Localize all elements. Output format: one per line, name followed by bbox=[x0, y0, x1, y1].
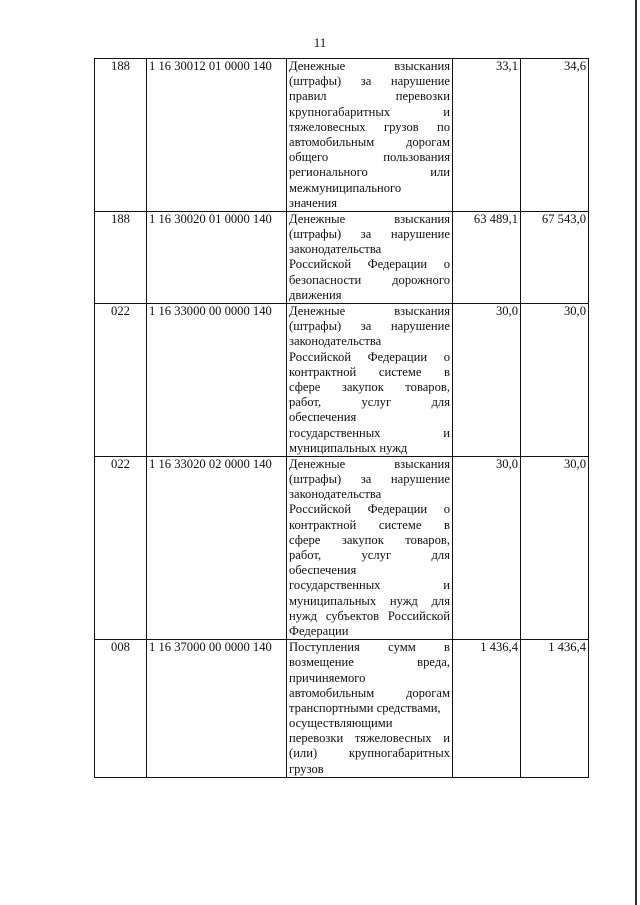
description-line: осуществляющими bbox=[289, 716, 393, 731]
description-line: законодательства bbox=[289, 334, 382, 349]
description-line: движения bbox=[289, 287, 342, 302]
description-line: крупногабаритных и bbox=[289, 104, 450, 119]
budget-classification-code-cell: 1 16 30012 01 0000 140 bbox=[147, 59, 287, 212]
revenue-description-cell bbox=[287, 211, 453, 303]
scan-edge-line bbox=[635, 0, 637, 905]
description-line: перевозки тяжеловесных и bbox=[289, 731, 450, 746]
description-line: межмуниципального bbox=[289, 180, 402, 195]
description-line: сфере закупок товаров, bbox=[289, 532, 450, 547]
description-line: работ, услуг для bbox=[289, 395, 450, 410]
description-line: Денежные взыскания bbox=[289, 211, 450, 226]
description-line: контрактной системе в bbox=[289, 364, 450, 379]
amount-year1-cell: 63 489,1 bbox=[453, 211, 521, 303]
description-line: правил перевозки bbox=[289, 89, 450, 104]
description-line: нужд субъектов Российской bbox=[289, 608, 450, 623]
revenue-description-cell bbox=[287, 456, 453, 639]
amount-year2-cell: 30,0 bbox=[521, 304, 589, 457]
description-line: Поступления сумм в bbox=[289, 640, 450, 655]
budget-classification-code-cell: 1 16 33000 00 0000 140 bbox=[147, 304, 287, 457]
description-line: Денежные взыскания bbox=[289, 59, 450, 73]
description-line: Российской Федерации о bbox=[289, 257, 450, 272]
table-row bbox=[95, 211, 589, 303]
description-line: значения bbox=[289, 195, 337, 210]
table-row bbox=[95, 456, 589, 639]
revenue-table bbox=[94, 58, 589, 778]
amount-year1-cell: 30,0 bbox=[453, 304, 521, 457]
description-line: безопасности дорожного bbox=[289, 272, 450, 287]
admin-code-cell: 188 bbox=[95, 211, 147, 303]
amount-year2-cell: 1 436,4 bbox=[521, 640, 589, 778]
description-line: (штрафы) за нарушение bbox=[289, 472, 450, 487]
description-line: автомобильным дорогам bbox=[289, 685, 450, 700]
budget-classification-code-cell: 1 16 37000 00 0000 140 bbox=[147, 640, 287, 778]
description-line: грузов bbox=[289, 761, 324, 776]
description-line: государственных и bbox=[289, 578, 450, 593]
description-line: (штрафы) за нарушение bbox=[289, 319, 450, 334]
description-line: возмещение вреда, bbox=[289, 655, 450, 670]
description-line: транспортными средствами, bbox=[289, 700, 441, 715]
page-number: 11 bbox=[313, 35, 327, 50]
description-line: Федерации bbox=[289, 623, 349, 638]
revenue-table-body bbox=[95, 59, 589, 778]
description-line: (штрафы) за нарушение bbox=[289, 74, 450, 89]
description-line: Российской Федерации о bbox=[289, 349, 450, 364]
description-line: (или) крупногабаритных bbox=[289, 746, 450, 761]
amount-year1-cell: 33,1 bbox=[453, 59, 521, 212]
description-line: причиняемого bbox=[289, 670, 366, 685]
description-line: законодательства bbox=[289, 487, 382, 502]
description-line: законодательства bbox=[289, 242, 382, 257]
table-row bbox=[95, 59, 589, 212]
amount-year2-cell: 67 543,0 bbox=[521, 211, 589, 303]
revenue-description-cell bbox=[287, 640, 453, 778]
budget-classification-code-cell: 1 16 33020 02 0000 140 bbox=[147, 456, 287, 639]
description-line: сфере закупок товаров, bbox=[289, 379, 450, 394]
admin-code-cell: 188 bbox=[95, 59, 147, 212]
description-line: обеспечения bbox=[289, 563, 357, 578]
amount-year2-cell: 34,6 bbox=[521, 59, 589, 212]
admin-code-cell: 008 bbox=[95, 640, 147, 778]
description-line: контрактной системе в bbox=[289, 517, 450, 532]
description-line: муниципальных нужд для bbox=[289, 593, 450, 608]
admin-code-cell: 022 bbox=[95, 456, 147, 639]
description-line: автомобильным дорогам bbox=[289, 134, 450, 149]
amount-year1-cell: 30,0 bbox=[453, 456, 521, 639]
amount-year2-cell: 30,0 bbox=[521, 456, 589, 639]
table-row bbox=[95, 640, 589, 778]
revenue-description-cell bbox=[287, 59, 453, 212]
description-line: обеспечения bbox=[289, 410, 357, 425]
description-line: Российской Федерации о bbox=[289, 502, 450, 517]
description-line: муниципальных нужд bbox=[289, 440, 408, 455]
description-line: (штрафы) за нарушение bbox=[289, 227, 450, 242]
admin-code-cell: 022 bbox=[95, 304, 147, 457]
revenue-description-cell bbox=[287, 304, 453, 457]
description-line: тяжеловесных грузов по bbox=[289, 119, 450, 134]
amount-year1-cell: 1 436,4 bbox=[453, 640, 521, 778]
table-row bbox=[95, 304, 589, 457]
description-line: Денежные взыскания bbox=[289, 304, 450, 318]
description-line: государственных и bbox=[289, 425, 450, 440]
description-line: Денежные взыскания bbox=[289, 456, 450, 471]
description-line: работ, услуг для bbox=[289, 548, 450, 562]
description-line: регионального или bbox=[289, 165, 450, 180]
description-line: общего пользования bbox=[289, 150, 450, 165]
budget-classification-code-cell: 1 16 30020 01 0000 140 bbox=[147, 211, 287, 303]
